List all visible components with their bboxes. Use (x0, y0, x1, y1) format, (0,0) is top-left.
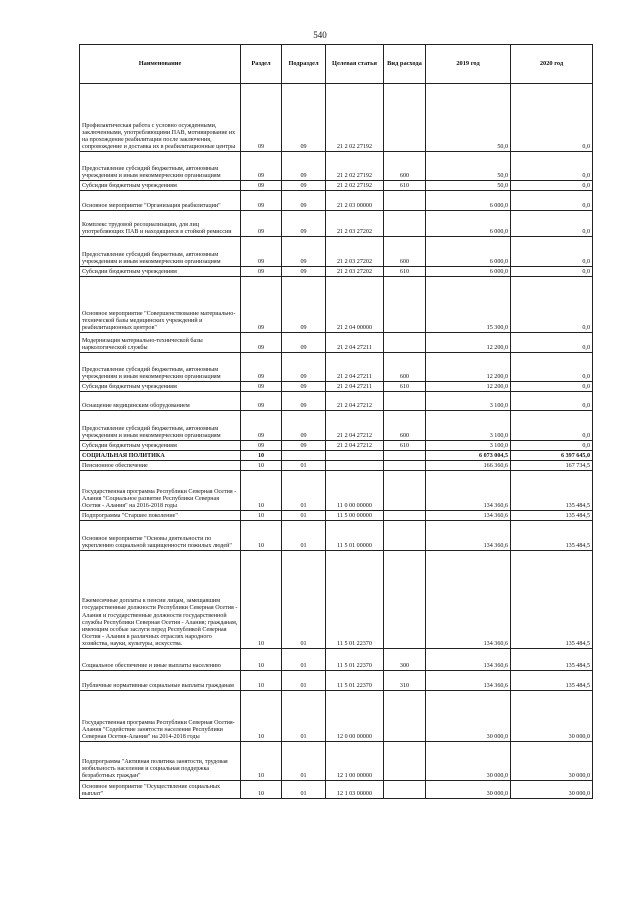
cell-2020: 0,0 (511, 267, 593, 277)
cell-2019: 30 000,0 (426, 742, 511, 781)
table-header-row (80, 45, 593, 84)
table-row (80, 671, 593, 691)
budget-table (79, 44, 593, 799)
cell-name: Основное мероприятие "Организация реабилитации" (80, 191, 241, 211)
cell-2020: 30 000,0 (511, 691, 593, 742)
cell-2019: 15 300,0 (426, 277, 511, 333)
table-row (80, 382, 593, 392)
table-row (80, 333, 593, 353)
cell-statya (326, 451, 384, 461)
cell-statya: 11 5 00 00000 (326, 511, 384, 521)
cell-name: СОЦИАЛЬНАЯ ПОЛИТИКА (80, 451, 241, 461)
cell-podrazdel: 09 (282, 333, 326, 353)
cell-2019: 134 360,6 (426, 521, 511, 551)
cell-vid: 600 (384, 237, 426, 267)
cell-razdel: 10 (241, 461, 282, 471)
cell-name: Подпрограмма "Старшее поколение" (80, 511, 241, 521)
cell-2019: 3 100,0 (426, 441, 511, 451)
cell-podrazdel: 01 (282, 649, 326, 671)
table-row (80, 411, 593, 441)
cell-statya: 11 5 01 22370 (326, 671, 384, 691)
cell-2019: 3 100,0 (426, 411, 511, 441)
cell-vid: 610 (384, 441, 426, 451)
cell-2019: 134 360,6 (426, 649, 511, 671)
cell-podrazdel: 09 (282, 211, 326, 237)
cell-statya: 21 2 02 27192 (326, 152, 384, 181)
cell-vid (384, 521, 426, 551)
cell-vid: 600 (384, 411, 426, 441)
cell-vid (384, 551, 426, 649)
table-row (80, 84, 593, 152)
cell-name: Основное мероприятие "Основы деятельности по укреплению социальной защищенности пожилых людей" (80, 521, 241, 551)
table-row (80, 742, 593, 781)
cell-2019: 6 000,0 (426, 211, 511, 237)
cell-2020: 0,0 (511, 353, 593, 382)
cell-vid: 600 (384, 353, 426, 382)
header-razdel: Раздел (241, 45, 282, 84)
cell-podrazdel: 01 (282, 551, 326, 649)
cell-razdel: 10 (241, 451, 282, 461)
cell-2019: 12 200,0 (426, 353, 511, 382)
table-row (80, 191, 593, 211)
cell-razdel: 10 (241, 551, 282, 649)
table-row (80, 392, 593, 411)
cell-vid (384, 277, 426, 333)
cell-name: Основное мероприятие "Совершенствование материально-технической базы медицинских учреждений и реабилитационных центров" (80, 277, 241, 333)
table-row (80, 353, 593, 382)
cell-vid (384, 211, 426, 237)
cell-2019: 134 360,6 (426, 511, 511, 521)
cell-razdel: 10 (241, 671, 282, 691)
cell-2020: 167 734,5 (511, 461, 593, 471)
cell-vid: 310 (384, 671, 426, 691)
table-row (80, 267, 593, 277)
header-2020: 2020 год (511, 45, 593, 84)
cell-2020: 30 000,0 (511, 742, 593, 781)
cell-podrazdel (282, 451, 326, 461)
cell-razdel: 10 (241, 691, 282, 742)
cell-razdel: 10 (241, 742, 282, 781)
cell-2020: 0,0 (511, 191, 593, 211)
cell-statya: 21 2 04 27211 (326, 333, 384, 353)
cell-razdel: 09 (241, 277, 282, 333)
cell-name: Публичные нормативные социальные выплаты гражданам (80, 671, 241, 691)
cell-name: Профилактическая работа с условно осужденными, заключенными, употребляющими ПАВ, мотивирование их на прохождение реабилитации после заключения, сопровождение и доставка их в реабилитационные центры (80, 84, 241, 152)
table-row (80, 461, 593, 471)
cell-2020: 0,0 (511, 237, 593, 267)
cell-razdel: 09 (241, 441, 282, 451)
table-row (80, 691, 593, 742)
table-row (80, 152, 593, 181)
cell-podrazdel: 09 (282, 277, 326, 333)
cell-name: Социальное обеспечение и иные выплаты населению (80, 649, 241, 671)
cell-2019: 30 000,0 (426, 781, 511, 799)
cell-podrazdel: 01 (282, 521, 326, 551)
cell-podrazdel: 01 (282, 511, 326, 521)
cell-2020: 0,0 (511, 152, 593, 181)
cell-razdel: 10 (241, 649, 282, 671)
cell-vid: 600 (384, 152, 426, 181)
table-body (80, 84, 593, 799)
cell-statya: 21 2 02 27192 (326, 84, 384, 152)
cell-statya: 21 2 03 00000 (326, 191, 384, 211)
cell-podrazdel: 01 (282, 691, 326, 742)
cell-name: Комплекс трудовой ресоциализации, для лиц употребляющих ПАВ и находящиеся в стойкой ремиссии (80, 211, 241, 237)
cell-vid: 300 (384, 649, 426, 671)
cell-razdel: 10 (241, 521, 282, 551)
table-row (80, 211, 593, 237)
cell-vid: 610 (384, 267, 426, 277)
cell-statya: 12 1 03 00000 (326, 781, 384, 799)
cell-razdel: 09 (241, 267, 282, 277)
cell-razdel: 09 (241, 152, 282, 181)
table-row (80, 781, 593, 799)
cell-statya: 11 5 01 22370 (326, 551, 384, 649)
cell-name: Субсидии бюджетным учреждениям (80, 267, 241, 277)
cell-name: Предоставление субсидий бюджетным, автономным учреждениям и иным некоммерческим организациям (80, 237, 241, 267)
cell-vid (384, 781, 426, 799)
cell-2019: 50,0 (426, 181, 511, 191)
cell-2020: 6 397 645,0 (511, 451, 593, 461)
cell-name: Основное мероприятие "Осуществление социальных выплат" (80, 781, 241, 799)
cell-statya: 21 2 03 27202 (326, 237, 384, 267)
cell-vid (384, 392, 426, 411)
cell-2020: 30 000,0 (511, 781, 593, 799)
cell-razdel: 09 (241, 191, 282, 211)
cell-razdel: 09 (241, 181, 282, 191)
cell-2020: 135 484,5 (511, 671, 593, 691)
cell-2019: 6 000,0 (426, 237, 511, 267)
table-row (80, 511, 593, 521)
cell-2020: 0,0 (511, 441, 593, 451)
cell-2020: 0,0 (511, 333, 593, 353)
cell-podrazdel: 01 (282, 671, 326, 691)
header-podrazdel: Подраздел (282, 45, 326, 84)
cell-name: Пенсионное обеспечение (80, 461, 241, 471)
cell-2020: 135 484,5 (511, 511, 593, 521)
cell-name: Предоставление субсидий бюджетным, автономным учреждениям и иным некоммерческим организациям (80, 411, 241, 441)
cell-razdel: 09 (241, 382, 282, 392)
cell-2019: 134 360,6 (426, 551, 511, 649)
cell-podrazdel: 09 (282, 392, 326, 411)
cell-2020: 135 484,5 (511, 551, 593, 649)
header-vid: Вид расхода (384, 45, 426, 84)
cell-podrazdel: 09 (282, 84, 326, 152)
cell-vid (384, 84, 426, 152)
header-name: Наименование (80, 45, 241, 84)
cell-razdel: 10 (241, 781, 282, 799)
cell-statya: 21 2 04 27212 (326, 441, 384, 451)
cell-statya: 21 2 03 27202 (326, 267, 384, 277)
cell-vid (384, 742, 426, 781)
cell-name: Государственная программа Республики Северная Осетия-Алания "Содействие занятости населения Республики Северная Осетия-Алания" на 2014-2018 годы (80, 691, 241, 742)
cell-statya: 11 5 01 22370 (326, 649, 384, 671)
cell-razdel: 09 (241, 392, 282, 411)
cell-podrazdel: 09 (282, 237, 326, 267)
cell-name: Подпрограмма "Активная политика занятости, трудовая мобильность населения и социальная поддержка безработных граждан" (80, 742, 241, 781)
cell-statya: 21 2 04 00000 (326, 277, 384, 333)
cell-statya: 21 2 02 27192 (326, 181, 384, 191)
cell-name: Предоставление субсидий бюджетным, автономным учреждениям и иным некоммерческим организациям (80, 152, 241, 181)
cell-podrazdel: 09 (282, 181, 326, 191)
cell-2020: 135 484,5 (511, 471, 593, 511)
cell-statya: 21 2 04 27212 (326, 411, 384, 441)
table-row (80, 237, 593, 267)
cell-vid: 610 (384, 181, 426, 191)
cell-2020: 0,0 (511, 411, 593, 441)
cell-2020: 0,0 (511, 84, 593, 152)
cell-statya: 12 1 00 00000 (326, 742, 384, 781)
cell-podrazdel: 09 (282, 152, 326, 181)
cell-2020: 0,0 (511, 181, 593, 191)
cell-statya: 21 2 04 27211 (326, 382, 384, 392)
cell-2019: 6 000,0 (426, 267, 511, 277)
cell-name: Субсидии бюджетным учреждениям (80, 382, 241, 392)
cell-vid (384, 333, 426, 353)
cell-razdel: 09 (241, 211, 282, 237)
cell-2019: 6 000,0 (426, 191, 511, 211)
cell-2020: 0,0 (511, 211, 593, 237)
cell-razdel: 10 (241, 511, 282, 521)
cell-statya (326, 461, 384, 471)
cell-razdel: 09 (241, 237, 282, 267)
cell-name: Оснащение медицинским оборудованием (80, 392, 241, 411)
cell-podrazdel: 09 (282, 191, 326, 211)
cell-podrazdel: 09 (282, 382, 326, 392)
cell-2019: 50,0 (426, 84, 511, 152)
cell-2019: 134 360,6 (426, 671, 511, 691)
cell-podrazdel: 01 (282, 471, 326, 511)
cell-statya: 12 0 00 00000 (326, 691, 384, 742)
cell-vid (384, 451, 426, 461)
cell-statya: 21 2 04 27211 (326, 353, 384, 382)
cell-2019: 12 200,0 (426, 382, 511, 392)
header-2019: 2019 год (426, 45, 511, 84)
table-row (80, 451, 593, 461)
cell-podrazdel: 09 (282, 353, 326, 382)
cell-name: Ежемесячные доплаты к пенсии лицам, замещавшим государственные должности Республики Северная Осетия - Алания и государственные должности государственной службы Республики Северная Осетия - Алания; гражданам, имеющим особые заслуги перед Республикой Северная Осетия - Алания в различных отраслях народного хозяйства, науки, культуры, искусства. (80, 551, 241, 649)
cell-name: Субсидии бюджетным учреждениям (80, 181, 241, 191)
cell-2020: 135 484,5 (511, 649, 593, 671)
table-row (80, 277, 593, 333)
cell-name: Модернизация материально-технической базы наркологической службы (80, 333, 241, 353)
cell-name: Субсидии бюджетным учреждениям (80, 441, 241, 451)
table-row (80, 181, 593, 191)
cell-podrazdel: 09 (282, 411, 326, 441)
cell-name: Предоставление субсидий бюджетным, автономным учреждениям и иным некоммерческим организациям (80, 353, 241, 382)
cell-2019: 30 000,0 (426, 691, 511, 742)
table-row (80, 521, 593, 551)
cell-razdel: 09 (241, 411, 282, 441)
cell-name: Государственная программа Республики Северная Осетия - Алания "Социальное развитие Республики Северная Осетия - Алания" на 2016-2018 годы (80, 471, 241, 511)
cell-razdel: 10 (241, 471, 282, 511)
cell-2019: 12 200,0 (426, 333, 511, 353)
cell-razdel: 09 (241, 84, 282, 152)
cell-vid (384, 511, 426, 521)
cell-statya: 21 2 03 27202 (326, 211, 384, 237)
cell-statya: 11 5 01 00000 (326, 521, 384, 551)
table-row (80, 441, 593, 451)
cell-vid: 610 (384, 382, 426, 392)
header-statya: Целевая статья (326, 45, 384, 84)
cell-podrazdel: 01 (282, 461, 326, 471)
cell-vid (384, 191, 426, 211)
cell-2019: 3 100,0 (426, 392, 511, 411)
table-row (80, 551, 593, 649)
table-row (80, 471, 593, 511)
cell-podrazdel: 09 (282, 441, 326, 451)
cell-2019: 166 360,6 (426, 461, 511, 471)
cell-2019: 6 073 004,5 (426, 451, 511, 461)
cell-2020: 0,0 (511, 277, 593, 333)
cell-podrazdel: 01 (282, 742, 326, 781)
cell-2019: 134 360,6 (426, 471, 511, 511)
cell-2020: 135 484,5 (511, 521, 593, 551)
cell-2020: 0,0 (511, 392, 593, 411)
cell-vid (384, 461, 426, 471)
cell-vid (384, 471, 426, 511)
cell-razdel: 09 (241, 353, 282, 382)
page-number: 540 (313, 30, 327, 40)
cell-vid (384, 691, 426, 742)
cell-2020: 0,0 (511, 382, 593, 392)
cell-statya: 21 2 04 27212 (326, 392, 384, 411)
cell-podrazdel: 09 (282, 267, 326, 277)
cell-razdel: 09 (241, 333, 282, 353)
table-row (80, 649, 593, 671)
cell-2019: 50,0 (426, 152, 511, 181)
cell-podrazdel: 01 (282, 781, 326, 799)
cell-statya: 11 0 00 00000 (326, 471, 384, 511)
